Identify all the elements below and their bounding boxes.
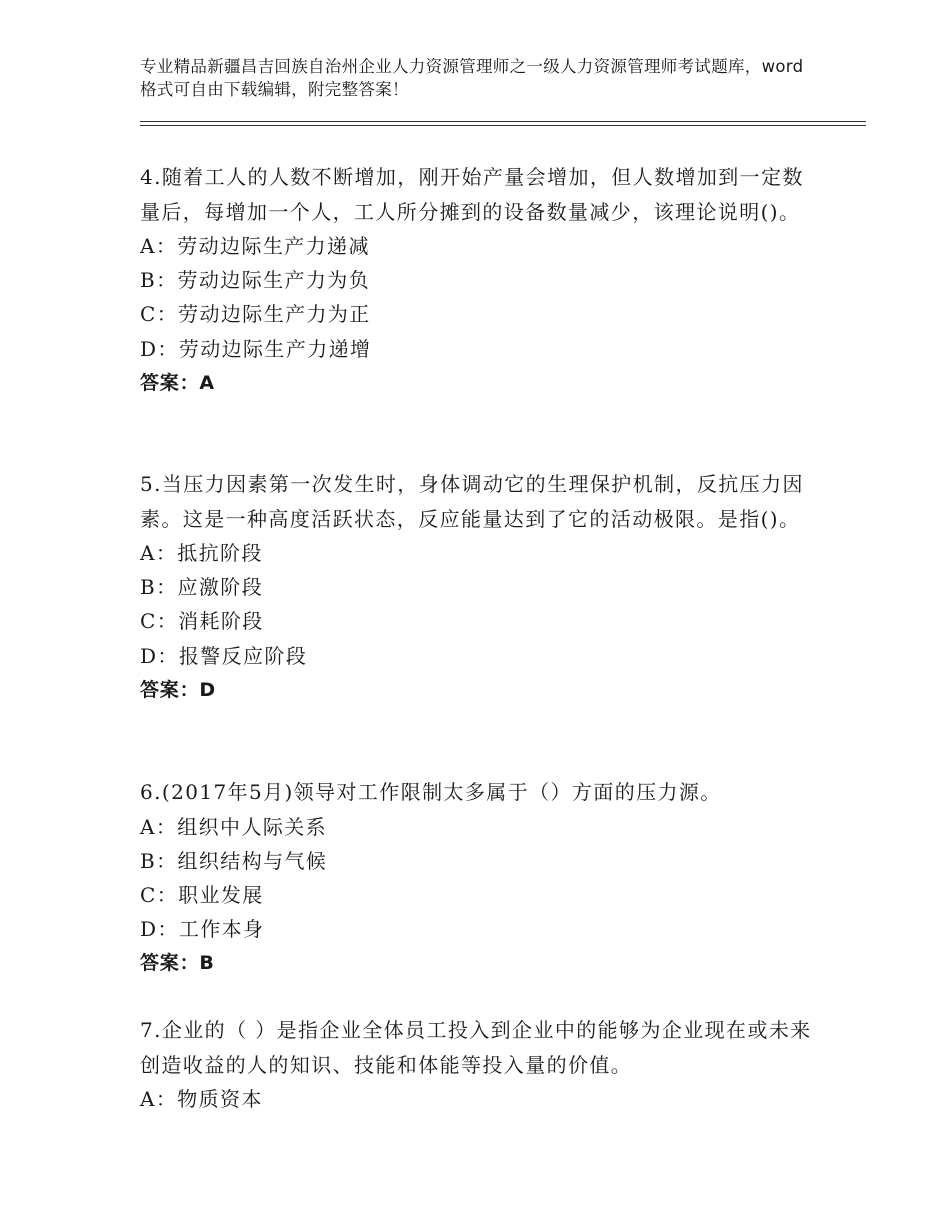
answer: 答案：A — [140, 371, 215, 394]
header-divider-top — [140, 121, 866, 122]
question-7 — [140, 1013, 820, 1116]
option-d: D：报警反应阶段 — [140, 643, 308, 668]
question-text: 6.(2017年5月)领导对工作限制太多属于（）方面的压力源。 — [140, 780, 722, 804]
option-b: B：组织结构与气候 — [140, 848, 328, 873]
option-c: C：劳动边际生产力为正 — [140, 302, 371, 327]
option-d: D：劳动边际生产力递增 — [140, 336, 372, 361]
question-text: 5.当压力因素第一次发生时，身体调动它的生理保护机制，反抗压力因素。这是一种高度活跃状态，反应能量达到了它的活动极限。是指()。 — [140, 472, 804, 531]
option-c: C：职业发展 — [140, 882, 264, 907]
option-b: B：应激阶段 — [140, 575, 264, 600]
question-text: 7.企业的（ ）是指企业全体员工投入到企业中的能够为企业现在或未来创造收益的人的知识、技能和体能等投入量的价值。 — [140, 1018, 812, 1077]
option-b: B：劳动边际生产力为负 — [140, 268, 371, 293]
option-a: A：抵抗阶段 — [140, 541, 263, 565]
question-6 — [140, 775, 820, 980]
question-text: 4.随着工人的人数不断增加，刚开始产量会增加，但人数增加到一定数量后，每增加一个人，工人所分摊到的设备数量减少，该理论说明()。 — [140, 165, 804, 224]
option-a: A：组织中人际关系 — [140, 814, 328, 839]
question-4 — [140, 160, 820, 400]
option-c: C：消耗阶段 — [140, 609, 264, 634]
option-a: A：劳动边际生产力递减 — [140, 234, 370, 258]
answer: 答案：D — [140, 678, 216, 701]
answer: 答案：B — [140, 952, 215, 975]
question-5 — [140, 467, 820, 707]
option-a: A：物质资本 — [140, 1087, 263, 1111]
option-d: D：工作本身 — [140, 917, 265, 942]
document-header: 专业精品新疆昌吉回族自治州企业人力资源管理师之一级人力资源管理师考试题库，word格式可自由下载编辑，附完整答案！ — [140, 57, 804, 99]
header-divider-bottom — [140, 125, 866, 126]
